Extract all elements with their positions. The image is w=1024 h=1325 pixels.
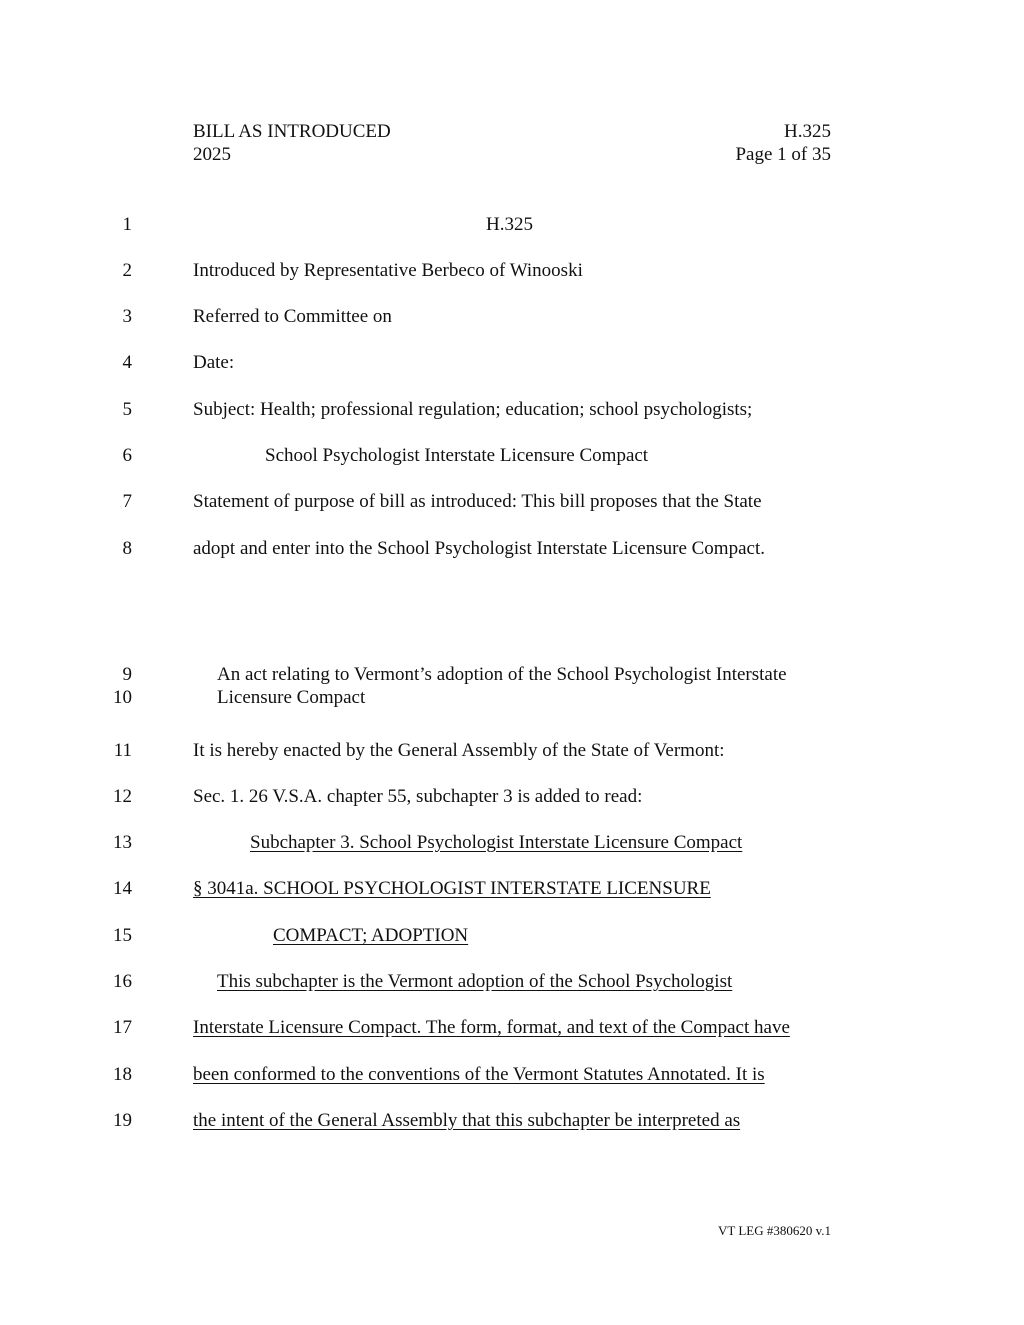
subject-continuation: School Psychologist Interstate Licensure Compact — [265, 445, 649, 466]
section-heading: Sec. 1. 26 V.S.A. chapter 55, subchapter 3 is added to read: — [193, 786, 643, 807]
line-number: 13 — [113, 832, 132, 853]
line-number: 18 — [113, 1064, 132, 1085]
introduced-by: Introduced by Representative Berbeco of Winooski — [193, 260, 583, 281]
body-text-line: been conformed to the conventions of the Vermont Statutes Annotated. It is — [193, 1064, 765, 1085]
line-number: 16 — [113, 971, 132, 992]
body-text-line: the intent of the General Assembly that this subchapter be interpreted as — [193, 1110, 741, 1131]
statute-section-heading: § 3041a. SCHOOL PSYCHOLOGIST INTERSTATE LICENSURE — [193, 878, 711, 899]
bill-number-title: H.325 — [486, 214, 533, 235]
line-number: 4 — [122, 352, 132, 373]
referred-to-committee: Referred to Committee on — [193, 306, 392, 327]
body-text-line: Interstate Licensure Compact. The form, format, and text of the Compact have — [193, 1017, 790, 1038]
statute-section-heading-continued: COMPACT; ADOPTION — [273, 925, 469, 946]
line-number: 6 — [122, 445, 132, 466]
header-bill-number: H.325 — [784, 121, 831, 142]
line-number: 17 — [113, 1017, 132, 1038]
line-number: 5 — [122, 399, 132, 420]
subchapter-heading: Subchapter 3. School Psychologist Interstate Licensure Compact — [250, 832, 743, 853]
line-number: 2 — [122, 260, 132, 281]
line-number: 7 — [122, 491, 132, 512]
line-number: 19 — [113, 1110, 132, 1131]
act-title-continued: Licensure Compact — [217, 687, 366, 708]
header-page-number: Page 1 of 35 — [735, 144, 831, 165]
body-text-line: This subchapter is the Vermont adoption of the School Psychologist — [217, 971, 733, 992]
header-year: 2025 — [193, 144, 231, 165]
act-title: An act relating to Vermont’s adoption of the School Psychologist Interstate — [217, 664, 787, 685]
line-number: 8 — [122, 538, 132, 559]
subject-line: Subject: Health; professional regulation; education; school psychologists; — [193, 399, 753, 420]
line-number: 12 — [113, 786, 132, 807]
date-field: Date: — [193, 352, 235, 373]
line-number: 3 — [122, 306, 132, 327]
header-bill-status: BILL AS INTRODUCED — [193, 121, 391, 142]
line-number: 15 — [113, 925, 132, 946]
footer-document-id: VT LEG #380620 v.1 — [717, 1223, 831, 1238]
statement-of-purpose-continued: adopt and enter into the School Psychologist Interstate Licensure Compact. — [193, 538, 765, 559]
line-number: 9 — [122, 664, 132, 685]
line-number: 1 — [122, 214, 132, 235]
line-number: 14 — [113, 878, 132, 899]
line-number: 11 — [113, 740, 132, 761]
statement-of-purpose: Statement of purpose of bill as introduced: This bill proposes that the State — [193, 491, 762, 512]
enacting-clause: It is hereby enacted by the General Assembly of the State of Vermont: — [193, 740, 725, 761]
line-number: 10 — [113, 687, 132, 708]
